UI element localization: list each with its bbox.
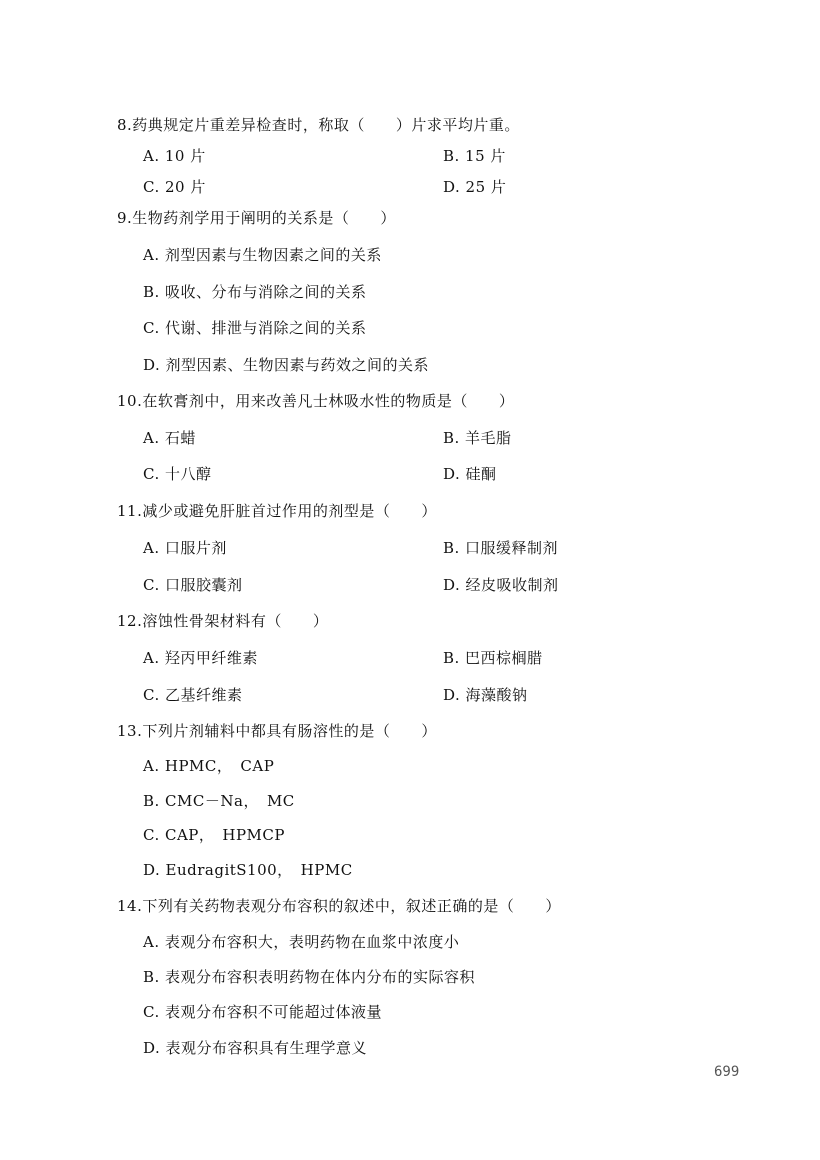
question-10-option-d: D. 硅酮 [443,465,497,483]
question-14-option-b: B. 表观分布容积表明药物在体内分布的实际容积 [143,968,476,986]
question-9-option-d: D. 剂型因素、生物因素与药效之间的关系 [143,356,430,374]
question-8-option-b: B. 15 片 [443,147,506,165]
question-8-option-d: D. 25 片 [443,178,507,196]
question-11-stem: 11.减少或避免肝脏首过作用的剂型是（ ） [117,502,437,520]
question-14-option-d: D. 表观分布容积具有生理学意义 [143,1039,368,1057]
question-8-option-a: A. 10 片 [143,147,206,165]
question-13-option-c: C. CAP， HPMCP [143,826,285,844]
question-9-stem: 9.生物药剂学用于阐明的关系是（ ） [117,209,396,227]
question-13-option-a: A. HPMC， CAP [143,757,275,775]
question-10-stem: 10.在软膏剂中，用来改善凡士林吸水性的物质是（ ） [117,392,515,410]
question-8-option-c: C. 20 片 [143,178,206,196]
question-12-option-a: A. 羟丙甲纤维素 [143,649,258,667]
question-14-option-c: C. 表观分布容积不可能超过体液量 [143,1003,382,1021]
question-11-option-c: C. 口服胶囊剂 [143,576,243,594]
question-14-option-a: A. 表观分布容积大，表明药物在血浆中浓度小 [143,933,460,951]
question-13-stem: 13.下列片剂辅料中都具有肠溶性的是（ ） [117,722,437,740]
question-12-option-d: D. 海藻酸钠 [443,686,528,704]
question-14-stem: 14.下列有关药物表观分布容积的叙述中，叙述正确的是（ ） [117,897,561,915]
question-9-option-b: B. 吸收、分布与消除之间的关系 [143,283,367,301]
question-9-option-c: C. 代谢、排泄与消除之间的关系 [143,319,367,337]
question-8-stem: 8.药典规定片重差异检查时，称取（ ）片求平均片重。 [117,116,520,134]
question-9-option-a: A. 剂型因素与生物因素之间的关系 [143,246,382,264]
question-11-option-b: B. 口服缓释制剂 [443,539,559,557]
question-11-option-d: D. 经皮吸收制剂 [443,576,559,594]
question-12-stem: 12.溶蚀性骨架材料有（ ） [117,612,329,630]
question-13-option-b: B. CMC－Na， MC [143,792,295,810]
question-13-option-d: D. EudragitS100， HPMC [143,861,353,879]
question-10-option-b: B. 羊毛脂 [443,429,512,447]
question-12-option-b: B. 巴西棕榈腊 [443,649,543,667]
question-10-option-c: C. 十八醇 [143,465,212,483]
question-12-option-c: C. 乙基纤维素 [143,686,243,704]
question-10-option-a: A. 石蜡 [143,429,196,447]
question-11-option-a: A. 口服片剂 [143,539,227,557]
page-number: 699 [714,1064,740,1080]
